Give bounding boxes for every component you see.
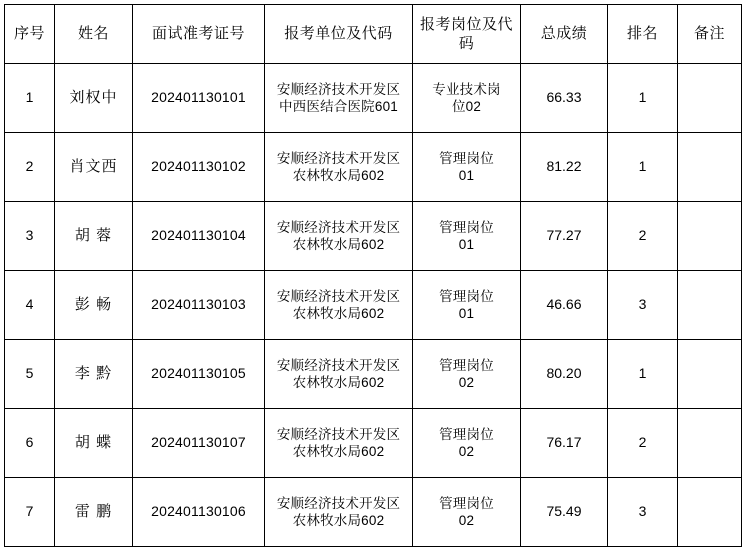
header-admission-card: 面试准考证号 <box>133 5 265 64</box>
cell-name: 雷 鹏 <box>55 478 133 547</box>
header-unit-code: 报考单位及代码 <box>265 5 413 64</box>
cell-memo <box>678 340 742 409</box>
cell-post-line1: 管理岗位 <box>439 426 494 442</box>
cell-unit-code <box>265 271 413 340</box>
table-row <box>5 271 742 340</box>
cell-post-line1: 管理岗位 <box>439 219 494 235</box>
cell-memo <box>678 202 742 271</box>
cell-unit-line1: 安顺经济技术开发区 <box>276 357 401 373</box>
cell-unit-line2: 农林牧水局602 <box>292 375 385 390</box>
cell-post-code <box>413 202 521 271</box>
cell-total-score: 46.66 <box>521 271 608 340</box>
cell-name: 胡 蝶 <box>55 409 133 478</box>
cell-post-line2: 02 <box>458 375 475 390</box>
cell-total-score: 66.33 <box>521 64 608 133</box>
cell-rank: 1 <box>608 340 678 409</box>
cell-unit-code <box>265 202 413 271</box>
table-body <box>5 64 742 547</box>
cell-index: 3 <box>5 202 55 271</box>
cell-post-line1: 管理岗位 <box>439 357 494 373</box>
cell-memo <box>678 478 742 547</box>
cell-admission-card: 202401130104 <box>133 202 265 271</box>
header-memo: 备注 <box>678 5 742 64</box>
cell-unit-line2: 农林牧水局602 <box>292 168 385 183</box>
cell-index: 6 <box>5 409 55 478</box>
cell-post-code <box>413 133 521 202</box>
cell-total-score: 77.27 <box>521 202 608 271</box>
table-row <box>5 409 742 478</box>
cell-post-code <box>413 271 521 340</box>
cell-index: 2 <box>5 133 55 202</box>
header-row <box>5 5 742 64</box>
cell-post-line2: 01 <box>458 306 475 321</box>
cell-unit-code <box>265 64 413 133</box>
header-total-score: 总成绩 <box>521 5 608 64</box>
cell-post-line1: 管理岗位 <box>439 288 494 304</box>
cell-post-line1: 管理岗位 <box>439 150 494 166</box>
cell-unit-line2: 农林牧水局602 <box>292 237 385 252</box>
table-row <box>5 64 742 133</box>
cell-unit-code <box>265 340 413 409</box>
cell-rank: 3 <box>608 271 678 340</box>
cell-unit-line2: 农林牧水局602 <box>292 444 385 459</box>
header-rank: 排名 <box>608 5 678 64</box>
cell-rank: 1 <box>608 64 678 133</box>
cell-unit-line2: 农林牧水局602 <box>292 513 385 528</box>
cell-admission-card: 202401130103 <box>133 271 265 340</box>
cell-unit-line2: 中西医结合医院601 <box>278 99 399 114</box>
cell-name: 胡 蓉 <box>55 202 133 271</box>
cell-name: 刘权中 <box>55 64 133 133</box>
cell-index: 7 <box>5 478 55 547</box>
cell-total-score: 75.49 <box>521 478 608 547</box>
table-row <box>5 478 742 547</box>
cell-post-code <box>413 340 521 409</box>
cell-name: 李 黔 <box>55 340 133 409</box>
cell-unit-line1: 安顺经济技术开发区 <box>276 426 401 442</box>
header-post-code: 报考岗位及代码 <box>413 5 521 64</box>
cell-memo <box>678 409 742 478</box>
cell-unit-code <box>265 478 413 547</box>
cell-post-code <box>413 478 521 547</box>
table-row <box>5 202 742 271</box>
cell-rank: 1 <box>608 133 678 202</box>
cell-total-score: 81.22 <box>521 133 608 202</box>
cell-unit-line1: 安顺经济技术开发区 <box>276 288 401 304</box>
cell-post-line2: 02 <box>458 513 475 528</box>
cell-post-code <box>413 64 521 133</box>
cell-post-line2: 02 <box>458 444 475 459</box>
table-row <box>5 133 742 202</box>
cell-post-line2: 位02 <box>451 99 482 114</box>
cell-post-line1: 管理岗位 <box>439 495 494 511</box>
cell-memo <box>678 271 742 340</box>
cell-admission-card: 202401130105 <box>133 340 265 409</box>
cell-unit-line1: 安顺经济技术开发区 <box>276 150 401 166</box>
table-header <box>5 5 742 64</box>
cell-unit-code <box>265 409 413 478</box>
cell-unit-line2: 农林牧水局602 <box>292 306 385 321</box>
cell-unit-line1: 安顺经济技术开发区 <box>276 495 401 511</box>
cell-unit-code <box>265 133 413 202</box>
cell-index: 4 <box>5 271 55 340</box>
cell-post-line1: 专业技术岗 <box>432 81 501 97</box>
header-name: 姓名 <box>55 5 133 64</box>
cell-index: 1 <box>5 64 55 133</box>
cell-unit-line1: 安顺经济技术开发区 <box>276 81 401 97</box>
cell-post-line2: 01 <box>458 168 475 183</box>
table-row <box>5 340 742 409</box>
cell-total-score: 80.20 <box>521 340 608 409</box>
cell-rank: 3 <box>608 478 678 547</box>
cell-total-score: 76.17 <box>521 409 608 478</box>
cell-admission-card: 202401130101 <box>133 64 265 133</box>
cell-name: 肖文西 <box>55 133 133 202</box>
cell-index: 5 <box>5 340 55 409</box>
cell-admission-card: 202401130107 <box>133 409 265 478</box>
cell-post-code <box>413 409 521 478</box>
cell-memo <box>678 64 742 133</box>
cell-post-line2: 01 <box>458 237 475 252</box>
header-index: 序号 <box>5 5 55 64</box>
cell-admission-card: 202401130102 <box>133 133 265 202</box>
cell-rank: 2 <box>608 202 678 271</box>
cell-unit-line1: 安顺经济技术开发区 <box>276 219 401 235</box>
cell-memo <box>678 133 742 202</box>
cell-admission-card: 202401130106 <box>133 478 265 547</box>
cell-name: 彭 畅 <box>55 271 133 340</box>
exam-results-table <box>4 4 742 547</box>
cell-rank: 2 <box>608 409 678 478</box>
